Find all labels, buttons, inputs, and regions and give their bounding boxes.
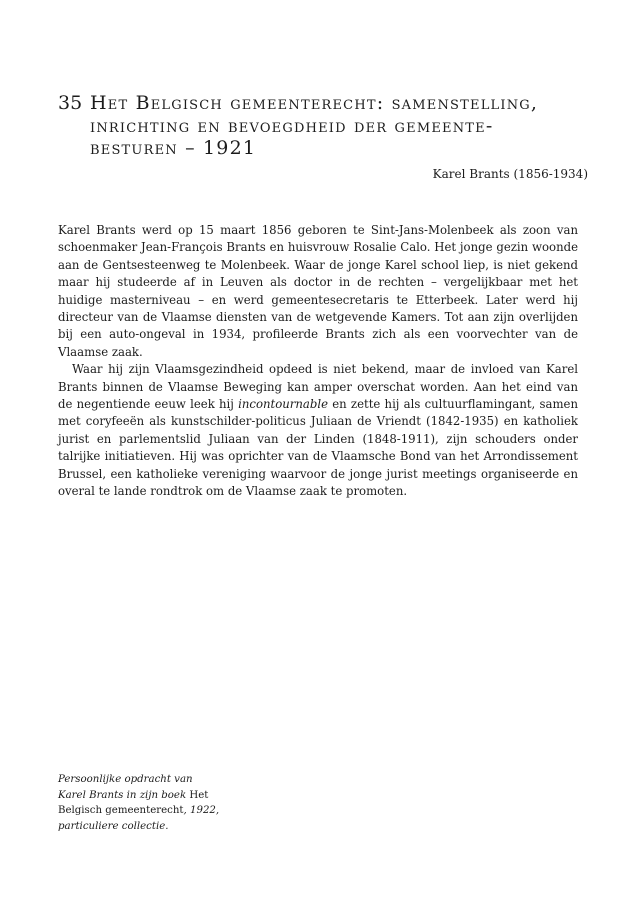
italic-term: incontournable xyxy=(238,397,328,412)
image-caption xyxy=(58,772,223,834)
paragraph: Karel Brants werd op 15 maart 1856 geboren te Sint-Jans-Molenbeek als zoon van schoenmaker Jean-François Brants en huisvrouw Rosalie Calo. Het jonge gezin woonde aan de Gentsesteenweg te Molenbeek. Waar de jonge Karel school liep, is niet gekend maar hij studeerde af in Leuven als doctor in de rechten – vergelijkbaar met het huidige masterniveau – en werd gemeentesecretaris te Etterbeek. Later werd hij directeur van de Vlaamse diensten van de wetgevende Kamers. Tot aan zijn overlijden bij een auto-ongeval in 1934, profileerde Brants zich als een voorvechter van de Vlaamse zaak. xyxy=(58,223,578,359)
chapter-author: Karel Brants (1856-1934) xyxy=(432,167,588,181)
caption-book-title: Het Belgisch gemeenterecht xyxy=(58,789,209,817)
paragraph-text: en zette hij als cultuurflamingant, samen met coryfeeën als kunstschilder-politicus Juliaan de Vriendt (1842-1935) en katholiek jurist en parlementslid Juliaan van der Linden (1848-1911), zijn schouders onder talrijke initiatieven. Hij was oprichter van de Vlaamsche Bond van het Arrondissement Brussel, een katholieke vereniging waarvoor de jonge jurist meetings organiseerde en overal te lande rondtrok om de Vlaamse zaak te promoten. xyxy=(58,397,578,499)
chapter-number: 35 xyxy=(58,92,83,114)
paragraph-text: Waar hij zijn Vlaamsgezindheid opdeed is niet bekend, maar de invloed van Karel Brants binnen de Vlaamse Beweging kan amper overschat worden. Aan het eind van de negentiende eeuw leek hij xyxy=(58,362,578,412)
paragraph xyxy=(58,361,578,500)
body-text xyxy=(58,222,578,501)
caption-text: , 1922, particuliere collectie. xyxy=(58,805,220,832)
chapter-title: Het Belgisch gemeenterecht: samenstelling, inrichting en bevoegdheid der gemeente-besturen – 1921 xyxy=(90,92,539,159)
caption-text: Persoonlijke opdracht van Karel Brants in zijn boek xyxy=(58,774,193,801)
